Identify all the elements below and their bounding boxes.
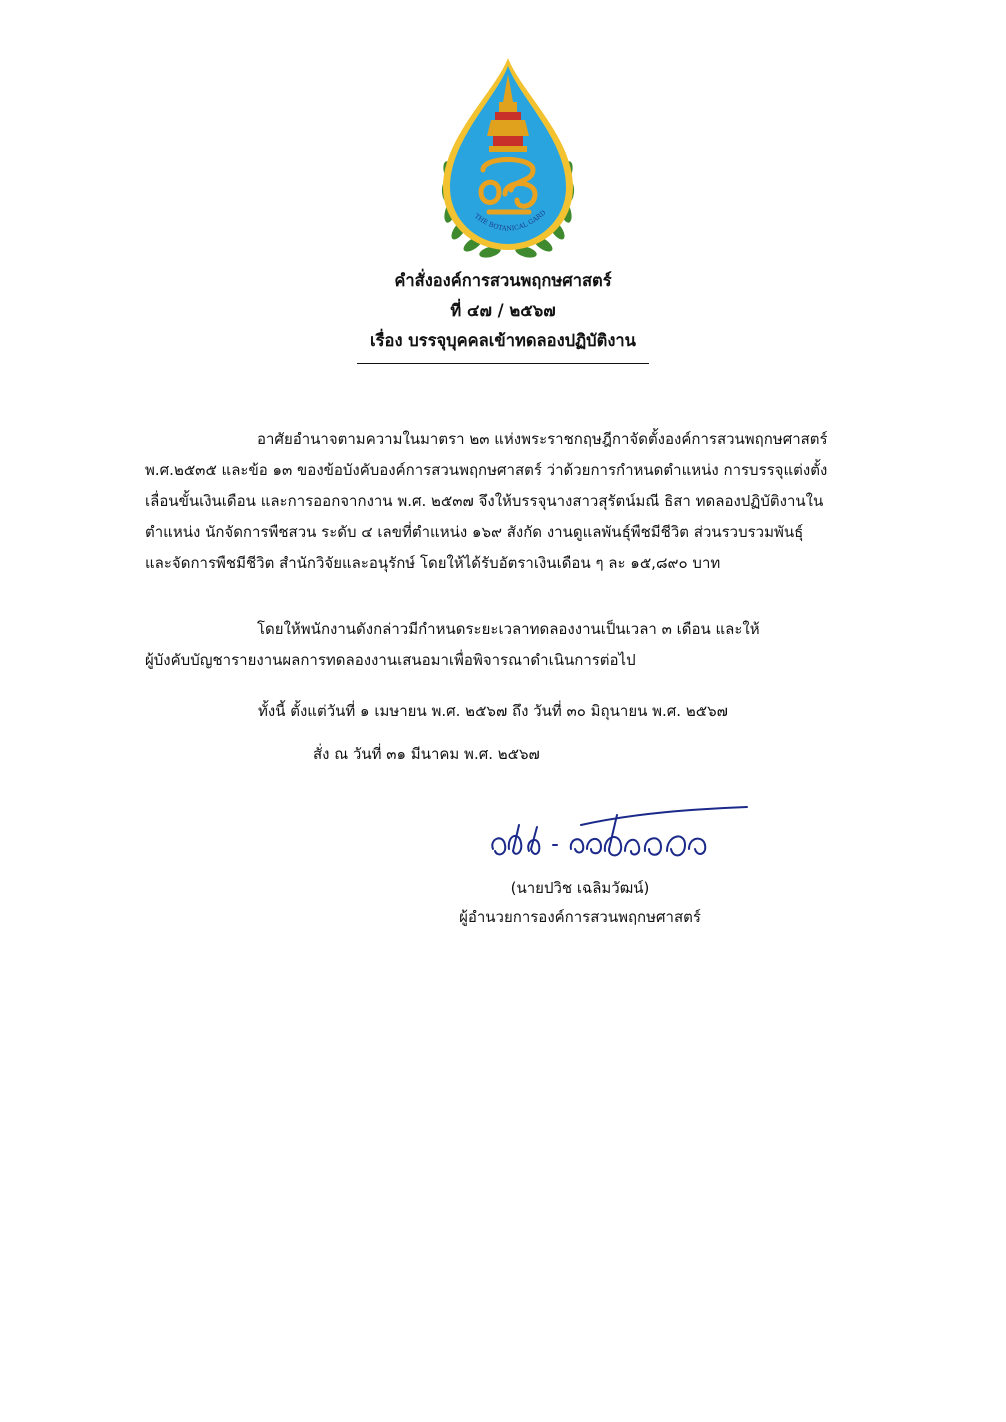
effective-dates: ทั้งนี้ ตั้งแต่วันที่ ๑ เมษายน พ.ศ. ๒๕๖๗ ถึง วันที่ ๓๐ มิถุนายน พ.ศ. ๒๕๖๗ [258, 702, 728, 720]
paragraph-line: อาศัยอำนาจตามความในมาตรา ๒๓ แห่งพระราชกฤษฎีกาจัดตั้งองค์การสวนพฤกษศาสตร์ [257, 430, 828, 448]
paragraph-line: พ.ศ.๒๕๓๕ และข้อ ๑๓ ของข้อบังคับองค์การสวนพฤกษศาสตร์ ว่าด้วยการกำหนดตำแหน่ง การบรรจุแต่งตั้ง [145, 461, 828, 479]
paragraph-line: และจัดการพืชมีชีวิต สำนักวิจัยและอนุรักษ์ โดยให้ได้รับอัตราเงินเดือน ๆ ละ ๑๕,๘๙๐ บาท [145, 554, 721, 572]
signer-title: ผู้อำนวยการองค์การสวนพฤกษศาสตร์ [459, 908, 701, 926]
order-title: คำสั่งองค์การสวนพฤกษศาสตร์ [394, 271, 612, 290]
body-paragraph-2 [145, 614, 915, 676]
order-number: ที่ ๔๗ / ๒๕๖๗ [450, 301, 556, 320]
header-divider [357, 363, 649, 364]
handwritten-signature [485, 805, 755, 865]
paragraph-line: ตำแหน่ง นักจัดการพืชสวน ระดับ ๔ เลขที่ตำแหน่ง ๑๖๙ สังกัด งานดูแลพันธุ์พืชมีชีวิต ส่วนรวบรวมพันธุ์ [145, 523, 804, 541]
paragraph-line: ผู้บังคับบัญชารายงานผลการทดลองงานเสนอมาเพื่อพิจารณาดำเนินการต่อไป [145, 651, 636, 669]
paragraph-line: เลื่อนขั้นเงินเดือน และการออกจากงาน พ.ศ. ๒๕๓๗ จึงให้บรรจุนางสาวสุรัตน์มณี ธิสา ทดลองปฏิบัติงานใน [145, 492, 824, 510]
order-date: สั่ง ณ วันที่ ๓๑ มีนาคม พ.ศ. ๒๕๖๗ [313, 745, 540, 763]
signer-name: (นายปวิช เฉลิมวัฒน์) [510, 879, 650, 897]
paragraph-line: โดยให้พนักงานดังกล่าวมีกำหนดระยะเวลาทดลองงานเป็นเวลา ๓ เดือน และให้ [257, 620, 760, 638]
body-paragraph-1 [145, 424, 915, 579]
botanical-garden-organization-emblem-icon [433, 52, 583, 264]
svg-text:THE BOTANICAL GARDEN ORGANIZAT: THE BOTANICAL GARD [472, 208, 548, 233]
order-subject: เรื่อง บรรจุบุคคลเข้าทดลองปฏิบัติงาน [370, 331, 636, 350]
